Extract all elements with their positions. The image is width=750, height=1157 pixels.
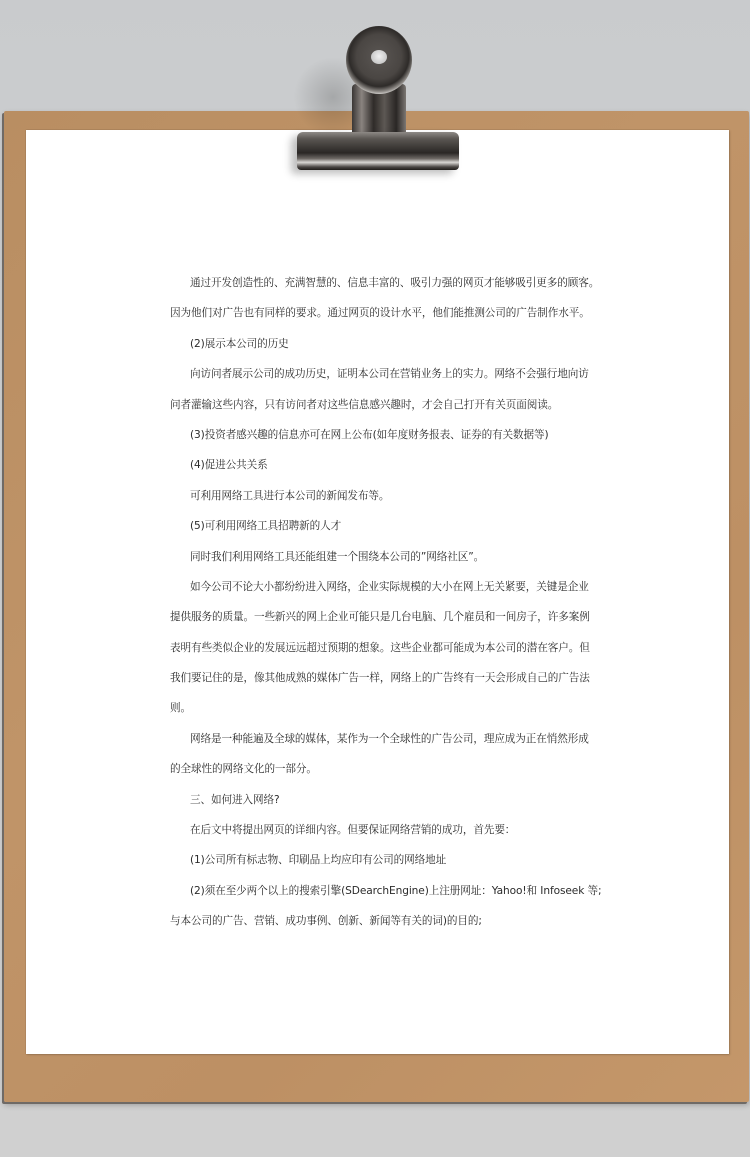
section-heading: (2)展示本公司的历史	[190, 337, 289, 350]
list-item: (1)公司所有标志物、印刷品上均应印有公司的网络地址	[190, 854, 447, 867]
list-item: (2)须在至少两个以上的搜索引擎(SDearchEngine)上注册网址：Yahoo!和 Infoseek 等;	[190, 884, 602, 897]
section-heading: (5)可利用网络工具招聘新的人才	[190, 520, 342, 533]
clip-hole	[371, 50, 387, 64]
paragraph-line: 的全球性的网络文化的一部分。	[170, 763, 317, 776]
section-heading: (3)投资者感兴趣的信息亦可在网上公布(如年度财务报表、证券的有关数据等)	[190, 428, 549, 441]
section-heading: 三、如何进入网络?	[190, 793, 280, 806]
paragraph-line: 可利用网络工具进行本公司的新闻发布等。	[190, 489, 390, 502]
paragraph-line: 问者灌输这些内容，只有访问者对这些信息感兴趣时，才会自己打开有关页面阅读。	[170, 398, 559, 411]
paragraph-line: 网络是一种能遍及全球的媒体，某作为一个全球性的广告公司，理应成为正在悄然形成	[190, 732, 589, 745]
paragraph-line: 则。	[170, 702, 191, 715]
paragraph-line: 提供服务的质量。一些新兴的网上企业可能只是几台电脑、几个雇员和一间房子，许多案例	[170, 611, 590, 624]
clip-base	[297, 132, 459, 170]
binder-clip	[285, 22, 465, 172]
section-heading: (4)促进公共关系	[190, 459, 268, 472]
paragraph-line: 因为他们对广告也有同样的要求。通过网页的设计水平，他们能推测公司的广告制作水平。	[170, 307, 590, 320]
paragraph-line: 如今公司不论大小都纷纷进入网络，企业实际规模的大小在网上无关紧要，关键是企业	[190, 580, 589, 593]
paragraph-line: 表明有些类似企业的发展远远超过预期的想象。这些企业都可能成为本公司的潜在客户。但	[170, 641, 590, 654]
document-body	[170, 274, 602, 943]
paragraph-line: 我们要记住的是，像其他成熟的媒体广告一样，网络上的广告终有一天会形成自己的广告法	[170, 672, 590, 685]
paragraph-line: 在后文中将提出网页的详细内容。但要保证网络营销的成功，首先要：	[190, 824, 516, 837]
paragraph-line: 与本公司的广告、营销、成功事例、创新、新闻等有关的词)的目的;	[170, 915, 482, 928]
paragraph-line: 通过开发创造性的、充满智慧的、信息丰富的、吸引力强的网页才能够吸引更多的顾客。	[190, 277, 600, 289]
paragraph-line: 向访问者展示公司的成功历史，证明本公司在营销业务上的实力。网络不会强行地向访	[190, 368, 589, 381]
paragraph-line: 同时我们利用网络工具还能组建一个围绕本公司的”网络社区”。	[190, 550, 485, 563]
